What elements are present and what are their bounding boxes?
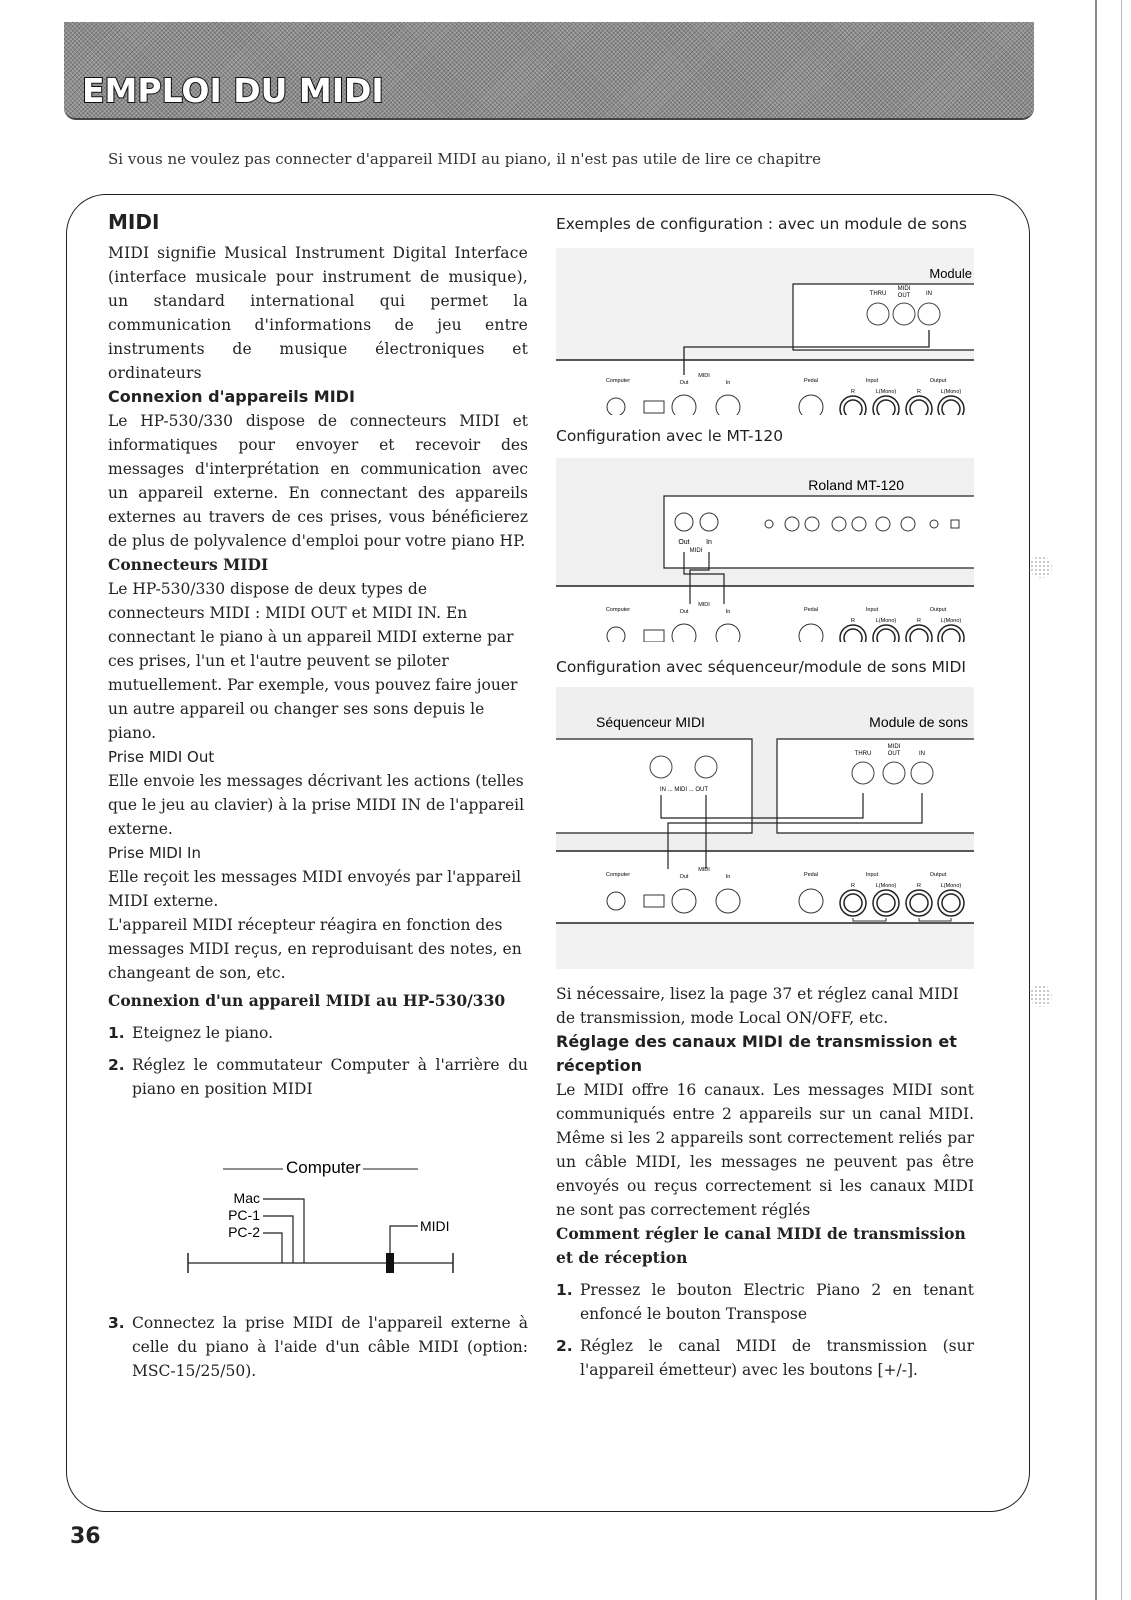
diagram-mt120 [556, 452, 974, 642]
page-edge-line [1095, 0, 1097, 1600]
step-3 [108, 1311, 528, 1383]
panel-label-computer: Computer [605, 872, 631, 878]
paragraph-prise-in: Elle reçoit les messages MIDI envoyés par l'appareil MIDI externe. [108, 868, 522, 910]
step-2 [108, 1053, 528, 1101]
panel-label-computer: Computer [605, 378, 631, 384]
svg-text:IN: IN [926, 291, 932, 297]
panel-label-pedal: Pedal [803, 872, 819, 878]
panel-label-pedal: Pedal [803, 378, 819, 384]
midi-in-jack-icon [716, 889, 740, 913]
audio-jack-inner-icon [844, 629, 862, 642]
panel-label-l: L(Mono) [940, 389, 962, 395]
right-step-2 [556, 1334, 974, 1382]
step-number: 1. [108, 1024, 125, 1042]
diagram-sequencer-module [556, 683, 974, 973]
audio-jack-inner-icon [942, 400, 960, 415]
pedal-jack-icon [799, 624, 823, 642]
chapter-title: EMPLOI DU MIDI [82, 71, 384, 110]
audio-jack-inner-icon [844, 400, 862, 415]
computer-switch-icon [644, 895, 664, 907]
audio-jack-inner-icon [942, 894, 960, 912]
svg-text:IN: IN [919, 751, 925, 757]
page-number: 36 [70, 1524, 101, 1549]
audio-jack-inner-icon [877, 894, 895, 912]
step-text: Connectez la prise MIDI de l'appareil externe à celle du piano à l'aide d'un câble MIDI (option: MSC-15/25/50). [132, 1314, 528, 1380]
step-text: Eteignez le piano. [132, 1024, 273, 1042]
audio-jack-inner-icon [877, 400, 895, 415]
right-column [556, 212, 974, 1382]
stereo-bracket [853, 918, 886, 921]
step-1 [108, 1021, 528, 1045]
switch-option-pc1: PC-1 [228, 1207, 260, 1223]
left-column [108, 207, 528, 1383]
page-edge-line [1121, 0, 1122, 1600]
panel-label-r: R [917, 618, 921, 624]
paragraph-canaux: Le MIDI offre 16 canaux. Les messages MIDI sont communiqués entre 2 appareils sur un canal MIDI. Même si les 2 appareils sont correctement reliés par un câble MIDI, les messages ne peuvent pas être envoyés ou reçus correctement si les canaux MIDI ne sont pas correctement réglés [556, 1081, 974, 1219]
computer-port-icon [607, 892, 625, 910]
computer-switch-icon [644, 401, 664, 413]
panel-label-out: Out [679, 380, 689, 386]
step-text: Pressez le bouton Electric Piano 2 en tenant enfoncé le bouton Transpose [580, 1281, 974, 1323]
panel-label-midi: MIDI [698, 602, 710, 608]
step-number: 2. [108, 1056, 125, 1074]
caption-mt120: Configuration avec le MT-120 [556, 427, 784, 445]
switch-handle [386, 1253, 394, 1273]
paragraph-prise-out: Elle envoie les messages décrivant les actions (telles que le jeu au clavier) à la prise MIDI IN de l'appareil externe. [108, 772, 525, 838]
svg-text:In: In [706, 539, 712, 546]
intro-text: Si vous ne voulez pas connecter d'appareil MIDI au piano, il n'est pas utile de lire ce chapitre [108, 150, 821, 168]
step-number: 3. [108, 1314, 125, 1332]
module-label: Module de sons [869, 714, 968, 730]
pedal-jack-icon [799, 889, 823, 913]
svg-text:MIDI: MIDI [689, 548, 703, 554]
subheading-prise-out: Prise MIDI Out [108, 748, 215, 766]
paragraph-connecteurs: Le HP-530/330 dispose de deux types de connecteurs MIDI : MIDI OUT et MIDI IN. En connectant le piano à un appareil MIDI externe par ces prises, l'un et l'autre peuvent se piloter mutuellement. Par exemple, vous pouvez faire jouer un autre appareil ou changer ses sons depuis le piano. [108, 580, 518, 742]
panel-label-l: L(Mono) [875, 883, 897, 889]
section-heading-midi: MIDI [108, 210, 160, 234]
computer-port-icon [607, 627, 625, 642]
panel-label-r: R [917, 883, 921, 889]
step-number: 1. [556, 1281, 573, 1299]
midi-in-jack-icon [716, 395, 740, 415]
panel-label-input: Input [865, 607, 879, 613]
switch-midi-label: MIDI [420, 1218, 450, 1234]
panel-label-midi: MIDI [698, 373, 710, 379]
paragraph-connexion: Le HP-530/330 dispose de connecteurs MIDI et informatiques pour envoyer et recevoir des messages d'interprétation en communication avec un appareil externe. En connectant des appareils externes au travers de ces prises, vous bénéficierez de plus de polyvalence d'emploi pour votre piano HP. [108, 412, 528, 550]
panel-label-l: L(Mono) [875, 389, 897, 395]
computer-switch-diagram [108, 1111, 528, 1311]
panel-label-in: In [725, 609, 731, 615]
panel-label-r: R [851, 883, 855, 889]
step-text: Réglez le canal MIDI de transmission (sur l'appareil émetteur) avec les boutons [+/-]. [580, 1337, 974, 1379]
panel-label-l: L(Mono) [940, 618, 962, 624]
sequencer-label: Séquenceur MIDI [596, 714, 705, 730]
panel-label-l: L(Mono) [875, 618, 897, 624]
switch-option-mac: Mac [233, 1190, 260, 1206]
svg-text:OUT: OUT [887, 751, 901, 757]
subheading-comment: Comment régler le canal MIDI de transmission et de réception [556, 1224, 966, 1267]
switch-title: Computer [286, 1158, 361, 1177]
panel-label-output: Output [929, 872, 947, 878]
computer-switch-icon [644, 630, 664, 642]
panel-label-input: Input [865, 872, 879, 878]
svg-text:MIDI: MIDI [887, 744, 901, 750]
audio-jack-inner-icon [877, 629, 895, 642]
panel-label-r: R [917, 389, 921, 395]
diagram-module [556, 240, 974, 415]
panel-label-r: R [851, 389, 855, 395]
subheading-prise-in: Prise MIDI In [108, 844, 201, 862]
panel-label-out: Out [679, 609, 689, 615]
subheading-connexion-hp: Connexion d'un appareil MIDI au HP-530/330 [108, 991, 506, 1010]
device-label: Module [929, 266, 972, 281]
svg-text:MIDI: MIDI [897, 286, 911, 292]
panel-label-computer: Computer [605, 607, 631, 613]
midi-out-jack-icon [672, 889, 696, 913]
midi-in-jack-icon [716, 624, 740, 642]
step-text: Réglez le commutateur Computer à l'arrière du piano en position MIDI [132, 1056, 528, 1098]
subheading-reglage: Réglage des canaux MIDI de transmission et réception [556, 1032, 957, 1075]
right-step-1 [556, 1278, 974, 1326]
panel-label-in: In [725, 874, 731, 880]
svg-text:Out: Out [678, 539, 690, 546]
chapter-banner [64, 22, 1034, 120]
panel-label-r: R [851, 618, 855, 624]
pedal-jack-icon [799, 395, 823, 415]
halftone-dot-icon [1030, 556, 1052, 578]
audio-jack-inner-icon [910, 400, 928, 415]
panel-label-output: Output [929, 607, 947, 613]
midi-out-jack-icon [672, 624, 696, 642]
midi-out-jack-icon [672, 395, 696, 415]
device-label: Roland MT-120 [808, 477, 904, 493]
svg-text:OUT: OUT [897, 293, 911, 299]
caption-sequencer: Configuration avec séquenceur/module de sons MIDI [556, 658, 966, 676]
audio-jack-inner-icon [910, 629, 928, 642]
panel-label-in: In [725, 380, 731, 386]
svg-text:THRU: THRU [869, 291, 887, 297]
subheading-connecteurs: Connecteurs MIDI [108, 555, 269, 574]
step-number: 2. [556, 1337, 573, 1355]
subheading-connexion: Connexion d'appareils MIDI [108, 387, 355, 406]
paragraph-midi-definition: MIDI signifie Musical Instrument Digital Interface (interface musicale pour instrument de musique), un standard international qui permet la communication d'informations de jeu entre instruments de musique électroniques et ordinateurs [108, 244, 528, 382]
paragraph-recepteur: L'appareil MIDI récepteur réagira en fonction des messages MIDI reçus, en reproduisant des notes, en changeant de son, etc. [108, 916, 522, 982]
audio-jack-inner-icon [910, 894, 928, 912]
panel-label-output: Output [929, 378, 947, 384]
halftone-dot-icon [1030, 985, 1052, 1007]
stereo-bracket [919, 918, 951, 921]
panel-label-out: Out [679, 874, 689, 880]
audio-jack-inner-icon [844, 894, 862, 912]
panel-label-pedal: Pedal [803, 607, 819, 613]
audio-jack-inner-icon [942, 629, 960, 642]
svg-text:IN ... MIDI ... OUT: IN ... MIDI ... OUT [660, 787, 708, 793]
computer-port-icon [607, 398, 625, 415]
panel-label-input: Input [865, 378, 879, 384]
paragraph-note: Si nécessaire, lisez la page 37 et réglez canal MIDI de transmission, mode Local ON/OFF, etc. [556, 985, 959, 1027]
panel-label-midi: MIDI [698, 867, 710, 873]
svg-text:THRU: THRU [854, 751, 872, 757]
caption-module: Exemples de configuration : avec un module de sons [556, 215, 968, 233]
panel-label-l: L(Mono) [940, 883, 962, 889]
switch-option-pc2: PC-2 [228, 1224, 260, 1240]
